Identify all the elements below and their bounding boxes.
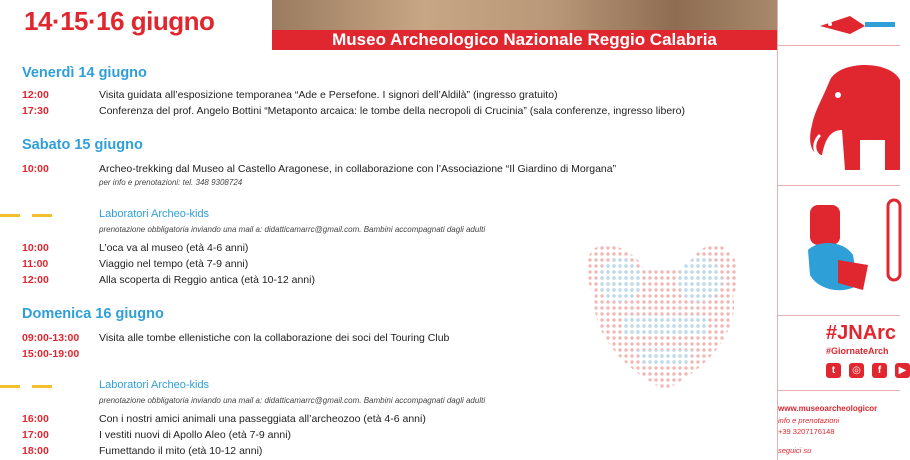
- facebook-icon[interactable]: f: [872, 363, 887, 378]
- panel-divider: [777, 0, 778, 460]
- lab-desc: Viaggio nel tempo (età 7-9 anni): [99, 258, 249, 270]
- day-title-friday: Venerdì 14 giugno: [22, 65, 147, 81]
- lab-desc: L’oca va al museo (età 4-6 anni): [99, 242, 249, 254]
- lab-desc: Con i nostri amici animali una passeggiata all’archeozoo (età 4-6 anni): [99, 413, 426, 425]
- info-label: info e prenotazioni: [778, 416, 840, 425]
- lab-desc: I vestiti nuovi di Apollo Aleo (età 7-9 anni): [99, 429, 292, 441]
- lab-time: 11:00: [22, 258, 49, 270]
- panel-divider: [777, 45, 900, 46]
- instagram-icon[interactable]: ◎: [849, 363, 864, 378]
- lab-time: 12:00: [22, 274, 49, 286]
- twitter-icon[interactable]: t: [826, 363, 841, 378]
- lab-desc: Fumettando il mito (età 10-12 anni): [99, 445, 263, 457]
- website-link[interactable]: www.museoarcheologicor: [778, 404, 878, 413]
- mammoth-icon: [800, 60, 900, 180]
- lab-title: Laboratori Archeo-kids: [99, 379, 210, 391]
- event-desc: Conferenza del prof. Angelo Bottini “Metaponto arcaica: le tombe della necropoli di Crucinia” (sala conferenze, ingresso libero): [99, 105, 685, 117]
- event-desc: Archeo-trekking dal Museo al Castello Aragonese, in collaborazione con l’Associazione “Il Giardino di Morgana”: [99, 163, 617, 175]
- day-title-saturday: Sabato 15 giugno: [22, 137, 143, 153]
- lab-title: Laboratori Archeo-kids: [99, 208, 210, 220]
- lab-time: 17:00: [22, 429, 49, 441]
- header-photo: [272, 0, 777, 32]
- dash-divider: [0, 385, 52, 388]
- youtube-icon[interactable]: ▶: [895, 363, 910, 378]
- museum-title: Museo Archeologico Nazionale Reggio Calabria: [272, 30, 777, 50]
- event-desc: Visita alle tombe ellenistiche con la collaborazione dei soci del Touring Club: [99, 332, 450, 344]
- owl-dot-illustration: [575, 215, 755, 405]
- panel-divider: [777, 185, 900, 186]
- event-time: 10:00: [22, 163, 49, 175]
- lab-time: 10:00: [22, 242, 49, 254]
- event-desc: Visita guidata all’esposizione temporanea “Ade e Persefone. I signori dell’Aldilà” (ingresso gratuito): [99, 89, 558, 101]
- hands-illustration-icon: [798, 195, 900, 300]
- hashtag-secondary: #GiornateArch: [826, 346, 889, 356]
- event-time: 12:00: [22, 89, 49, 101]
- event-dates: 14·15·16 giugno: [24, 6, 215, 36]
- dash-divider: [0, 214, 52, 217]
- panel-divider: [777, 390, 900, 391]
- event-time: 17:30: [22, 105, 49, 117]
- event-note: per info e prenotazioni: tel. 348 9308724: [99, 178, 243, 187]
- day-title-sunday: Domenica 16 giugno: [22, 306, 164, 322]
- hashtag: #JNArc: [826, 322, 897, 344]
- phone-number: +39 3207176148: [778, 427, 835, 436]
- follow-label: seguici su: [778, 446, 812, 455]
- lab-time: 16:00: [22, 413, 49, 425]
- fish-illustration-icon: [810, 4, 900, 40]
- event-time: 09:00-13:00: [22, 332, 80, 344]
- panel-divider: [777, 315, 900, 316]
- lab-time: 18:00: [22, 445, 49, 457]
- lab-note: prenotazione obbligatoria inviando una mail a: didatticamarrc@gmail.com. Bambini accompagnati dagli adulti: [99, 225, 486, 234]
- lab-note: prenotazione obbligatoria inviando una mail a: didatticamarrc@gmail.com. Bambini accompagnati dagli adulti: [99, 396, 486, 405]
- event-time: 15:00-19:00: [22, 348, 80, 360]
- lab-desc: Alla scoperta di Reggio antica (età 10-12 anni): [99, 274, 315, 286]
